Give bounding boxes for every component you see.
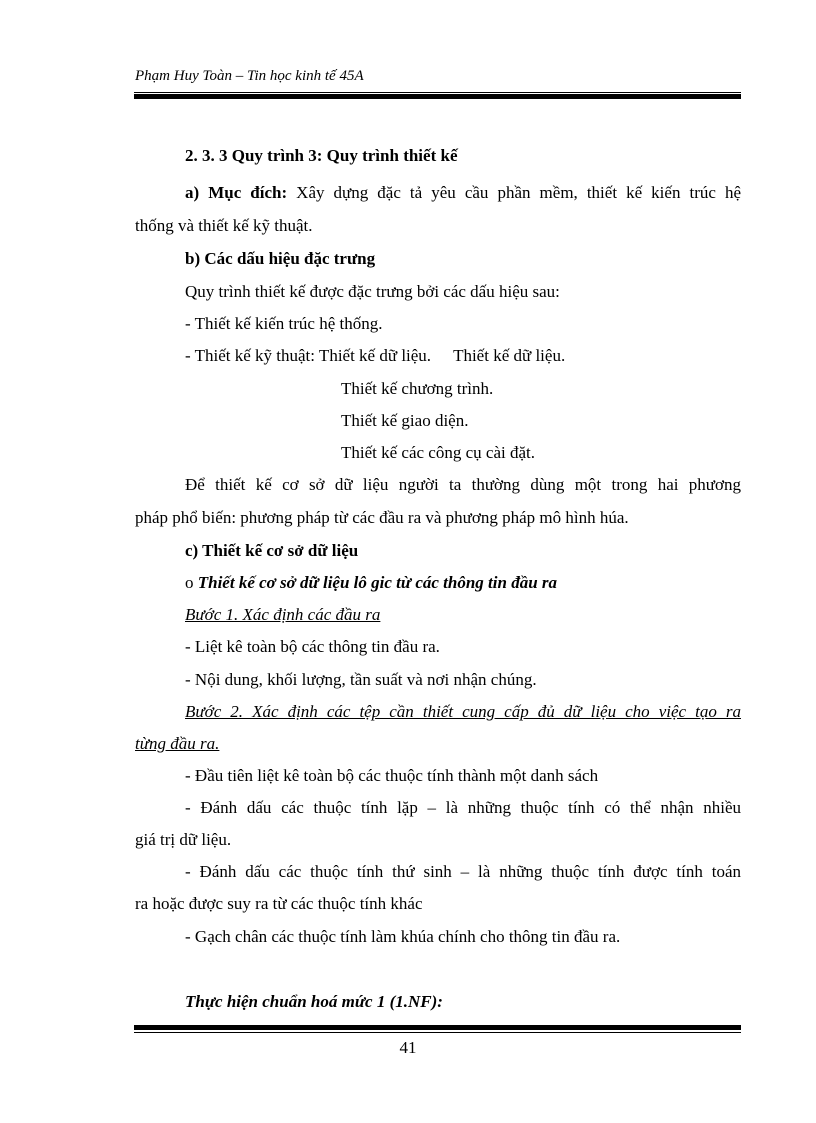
step1-item-list-outputs: - Liệt kê toàn bộ các thông tin đầu ra.: [185, 637, 440, 656]
normalization-title: Thực hiện chuẩn hoá mức 1 (1.NF):: [185, 992, 443, 1011]
step2-title-line1: Bước 2. Xác định các tệp cần thiết cung cấp đủ dữ liệu cho việc tạo ra: [185, 702, 741, 721]
step2-title-line2: từng đầu ra.: [135, 734, 220, 753]
step2-item-list-attributes: - Đầu tiên liệt kê toàn bộ các thuộc tính thành một danh sách: [185, 766, 599, 785]
purpose-text-1: Xây dựng đặc tả yêu cầu phần mềm, thiết kế kiến trúc hệ: [287, 183, 742, 202]
methods-paragraph-line2: pháp phổ biến: phương pháp từ các đầu ra và phương pháp mô hình húa.: [135, 508, 629, 527]
step2-item-repeating-line2: giá trị dữ liệu.: [135, 830, 232, 849]
features-item-architecture: - Thiết kế kiến trúc hệ thống.: [185, 314, 383, 333]
page-number: 41: [399, 1038, 417, 1057]
footer-rule-thick: [134, 1025, 741, 1030]
step1-title: Bước 1. Xác định các đầu ra: [185, 605, 381, 624]
purpose-label: a) Mục đích:: [185, 183, 288, 202]
features-sub-tools: Thiết kế các công cụ cài đặt.: [341, 443, 535, 462]
features-title: b) Các dấu hiệu đặc trưng: [185, 249, 376, 268]
step2-item-repeating-line1: - Đánh dấu các thuộc tính lặp – là những thuộc tính có thể nhận nhiều: [185, 798, 741, 817]
step2-item-keys: - Gạch chân các thuộc tính làm khúa chính cho thông tin đầu ra.: [185, 927, 621, 946]
features-item-technical: [185, 345, 565, 367]
bullet-circle-icon: o: [185, 573, 194, 592]
step2-item-derived-line2: ra hoặc được suy ra từ các thuộc tính khác: [135, 894, 423, 913]
logic-design-heading: [185, 572, 557, 594]
footer-rule-thin: [134, 1032, 741, 1033]
running-header: Phạm Huy Toàn – Tin học kinh tế 45A: [135, 68, 364, 84]
step2-item-derived-line1: - Đánh dấu các thuộc tính thứ sinh – là những thuộc tính được tính toán: [185, 862, 741, 881]
header-rule-thick: [134, 94, 741, 99]
technical-prefix: - Thiết kế kỹ thuật: Thiết kế dữ liệu.: [185, 346, 432, 365]
step1-item-content: - Nội dung, khối lượng, tần suất và nơi nhận chúng.: [185, 670, 537, 689]
db-design-title: c) Thiết kế cơ sở dữ liệu: [185, 541, 359, 560]
purpose-paragraph-line1: [185, 182, 741, 204]
technical-extra: Thiết kế dữ liệu.: [453, 346, 566, 365]
features-sub-interface: Thiết kế giao diện.: [341, 411, 469, 430]
features-intro: Quy trình thiết kế được đặc trưng bởi các dấu hiệu sau:: [185, 282, 560, 301]
section-title: 2. 3. 3 Quy trình 3: Quy trình thiết kế: [185, 146, 458, 165]
header-rule-thin: [134, 92, 741, 93]
purpose-paragraph-line2: thống và thiết kế kỹ thuật.: [135, 216, 313, 235]
features-sub-program: Thiết kế chương trình.: [341, 379, 494, 398]
logic-design-title: Thiết kế cơ sở dữ liệu lô gic từ các thông tin đầu ra: [193, 573, 558, 592]
methods-paragraph-line1: Để thiết kế cơ sở dữ liệu người ta thường dùng một trong hai phương: [185, 475, 741, 494]
